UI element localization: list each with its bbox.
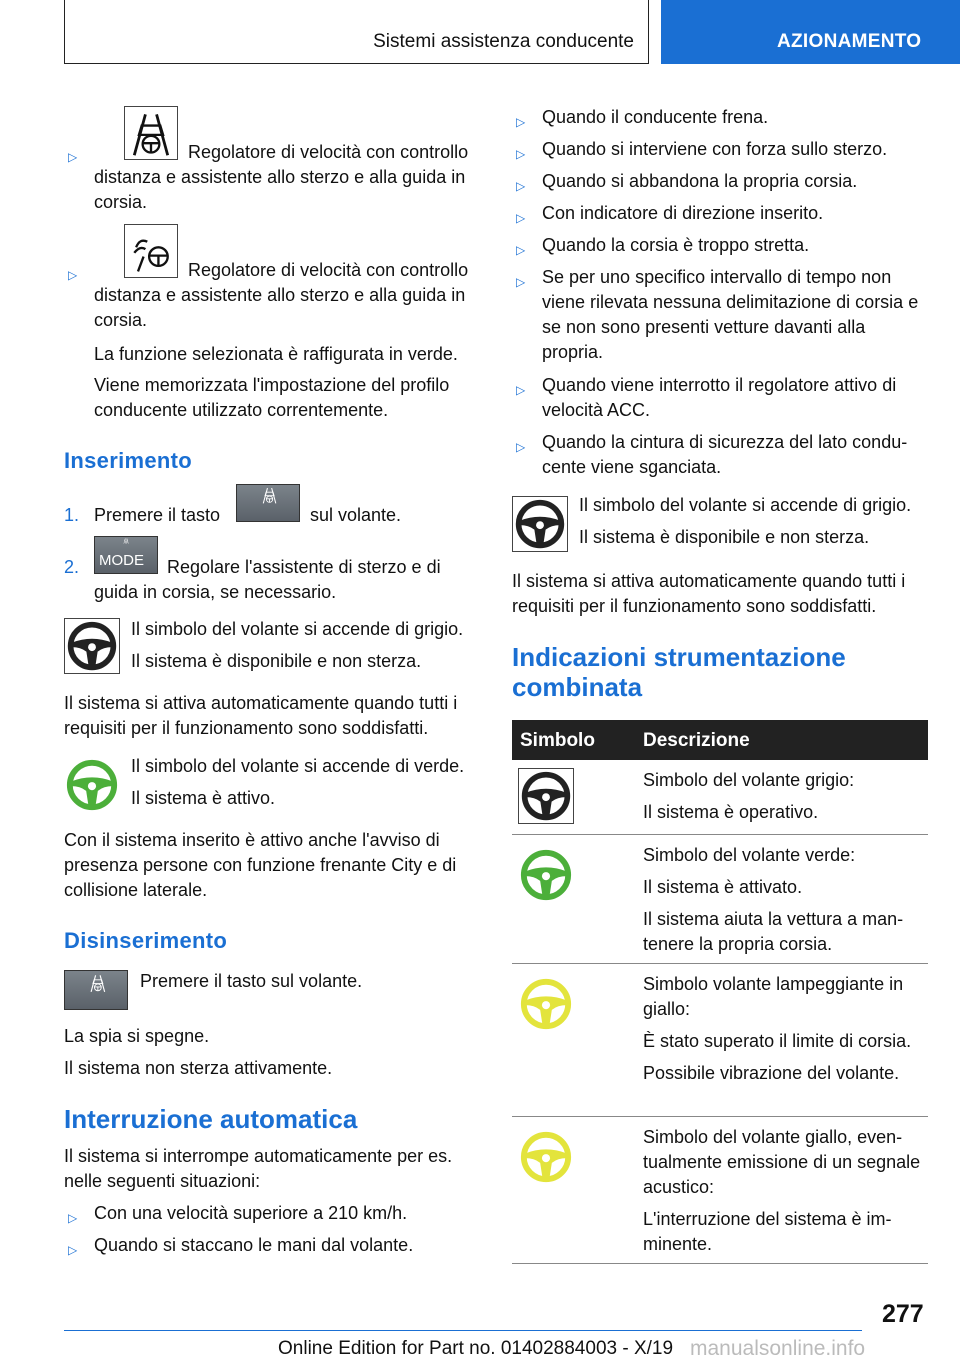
bullet-triangle-icon: ▷ bbox=[68, 268, 78, 282]
note-text: Il sistema è disponibile e non sterza. bbox=[579, 527, 870, 547]
bullet-triangle-icon: ▷ bbox=[516, 211, 526, 225]
paragraph: Il sistema non sterza attivamente. bbox=[64, 1058, 333, 1078]
bullet-triangle-icon: ▷ bbox=[516, 383, 526, 397]
table-row bbox=[512, 835, 928, 964]
note-text: Il simbolo del volante si accende di grigio. bbox=[131, 619, 464, 639]
paragraph: Il sistema si interrompe automaticamente per es. nelle seguenti situazioni: bbox=[64, 1146, 453, 1191]
header-box bbox=[64, 0, 649, 64]
bullet-text: Quando il conducente frena. bbox=[542, 107, 769, 127]
bullet-triangle-icon: ▷ bbox=[68, 1243, 78, 1257]
paragraph: Premere il tasto sul volante. bbox=[140, 971, 363, 991]
step-number: 2. bbox=[64, 557, 80, 577]
steering-wheel-yellow-icon bbox=[518, 1129, 574, 1185]
table-row bbox=[512, 964, 928, 1117]
bullet-triangle-icon: ▷ bbox=[68, 150, 78, 164]
bullet-text: Quando la corsia è troppo stretta. bbox=[542, 235, 810, 255]
table-row bbox=[512, 760, 928, 835]
steering-wheel-grey-icon bbox=[512, 496, 568, 552]
page-number: 277 bbox=[882, 1300, 924, 1328]
note-text: Il simbolo del volante si accende di grigio. bbox=[579, 495, 912, 515]
bullet-triangle-icon: ▷ bbox=[516, 147, 526, 161]
bullet-text: Quando la cintura di sicurezza del lato conducente viene sganciata. bbox=[542, 432, 908, 477]
lane-assist-button-icon bbox=[64, 970, 128, 1010]
section-tab[interactable] bbox=[661, 0, 960, 64]
steering-wheel-grey-icon bbox=[64, 618, 120, 674]
row-text: Possibile vibrazione del volante. bbox=[643, 1063, 900, 1083]
bullet-triangle-icon: ▷ bbox=[516, 440, 526, 454]
bullet-text: Con una velocità superiore a 210 km/h. bbox=[94, 1203, 408, 1223]
heading-disinserimento: Disinserimento bbox=[64, 928, 228, 953]
bullet-triangle-icon: ▷ bbox=[516, 115, 526, 129]
note-text: Il simbolo del volante si accende di verde. bbox=[131, 756, 465, 776]
bullet-triangle-icon: ▷ bbox=[516, 243, 526, 257]
step-text: sul volante. bbox=[310, 505, 402, 525]
paragraph: La spia si spegne. bbox=[64, 1026, 210, 1046]
row-text: È stato superato il limite di corsia. bbox=[643, 1031, 912, 1051]
bullet-triangle-icon: ▷ bbox=[68, 1211, 78, 1225]
table-row bbox=[512, 1117, 928, 1264]
section-tab-label: AZIONAMENTO bbox=[777, 31, 922, 52]
paragraph: La funzione selezionata è raffigurata in verde. bbox=[94, 344, 458, 364]
bullet-text: Quando si interviene con forza sullo sterzo. bbox=[542, 139, 888, 159]
row-text: Simbolo del volante grigio: bbox=[643, 770, 855, 790]
row-text: Simbolo del volante giallo, eventualmente emissione di un segnale acustico: bbox=[643, 1127, 921, 1197]
bullet-text: Regolatore di velocità con controllo distanza e assistente allo sterzo e alla guida in corsia. bbox=[94, 142, 469, 212]
heading-inserimento: Inserimento bbox=[64, 448, 192, 473]
paragraph: Viene memorizzata l'impostazione del profilo conducente utilizzato correntemente. bbox=[94, 375, 450, 420]
lane-assist-button-icon bbox=[236, 484, 300, 522]
row-text: Il sistema è attivato. bbox=[643, 877, 803, 897]
mode-label: MODE bbox=[99, 552, 144, 569]
column-header-description: Descrizione bbox=[643, 730, 750, 751]
row-text: L'interruzione del sistema è imminente. bbox=[643, 1209, 892, 1254]
bullet-text: Quando viene interrotto il regolatore attivo di velocità ACC. bbox=[542, 375, 897, 420]
step-text: Regolare l'assistente di sterzo e di guida in corsia, se necessario. bbox=[94, 557, 441, 602]
heading-indicazioni: Indicazioni strumentazione combinata bbox=[512, 642, 846, 702]
bullet-text: Quando si abbandona la propria corsia. bbox=[542, 171, 858, 191]
heading-interruzione: Interruzione automatica bbox=[64, 1104, 358, 1134]
step-number: 1. bbox=[64, 505, 80, 525]
bullet-text: Con indicatore di direzione inserito. bbox=[542, 203, 824, 223]
note-text: Il sistema è attivo. bbox=[131, 788, 276, 808]
header-title: Sistemi assistenza conducente bbox=[373, 31, 634, 52]
row-text: Il sistema è operativo. bbox=[643, 802, 819, 822]
steering-wheel-yellow-flashing-icon bbox=[518, 976, 574, 1032]
steering-wheel-green-icon bbox=[518, 847, 574, 903]
row-text: Il sistema aiuta la vettura a mantenere la propria corsia. bbox=[643, 909, 904, 954]
footer-edition: Online Edition for Part no. 01402884003 - X/19 bbox=[278, 1338, 674, 1359]
paragraph: Il sistema si attiva automaticamente quando tutti i requisiti per il funzionamento sono soddisfatti. bbox=[512, 571, 906, 616]
note-text: Il sistema è disponibile e non sterza. bbox=[131, 651, 422, 671]
bullet-text: Se per uno specifico intervallo di tempo non viene rilevata nessuna delimitazione di corsia e se non sono presenti vetture davanti alla propria. bbox=[542, 267, 919, 362]
steering-wheel-grey-icon bbox=[518, 768, 574, 824]
column-header-symbol: Simbolo bbox=[520, 730, 595, 751]
bullet-triangle-icon: ▷ bbox=[516, 179, 526, 193]
footer-divider bbox=[64, 1330, 862, 1331]
row-text: Simbolo del volante verde: bbox=[643, 845, 856, 865]
row-text: Simbolo volante lampeggiante in giallo: bbox=[643, 974, 904, 1019]
paragraph: Il sistema si attiva automaticamente quando tutti i requisiti per il funzionamento sono soddisfatti. bbox=[64, 693, 458, 738]
bullet-text: Quando si staccano le mani dal volante. bbox=[94, 1235, 414, 1255]
bullet-text: Regolatore di velocità con controllo distanza e assistente allo sterzo e alla guida in corsia. bbox=[94, 260, 469, 330]
steering-wheel-green-icon bbox=[64, 757, 120, 813]
step-text: Premere il tasto bbox=[94, 505, 221, 525]
table-header bbox=[512, 720, 928, 760]
paragraph: Con il sistema inserito è attivo anche l'avviso di presenza persone con funzione frenante City e di collisione laterale. bbox=[64, 830, 457, 900]
watermark: manualsonline.info bbox=[690, 1337, 866, 1360]
bullet-triangle-icon: ▷ bbox=[516, 275, 526, 289]
